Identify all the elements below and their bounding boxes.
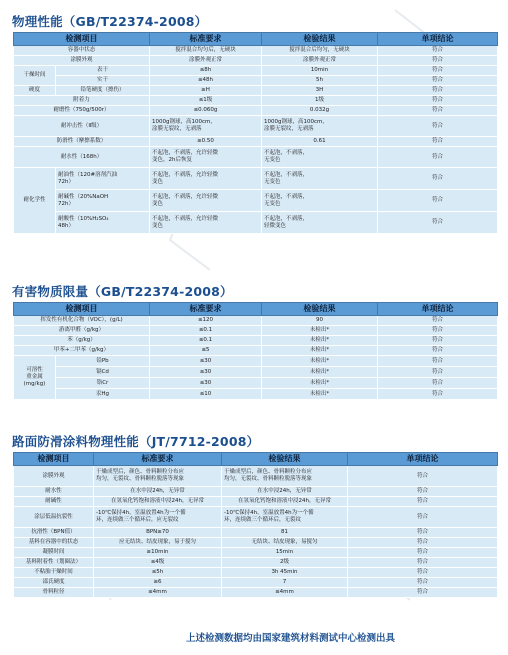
table-row: 不粘胎干燥时间 ≤5h 3h 45min 符合 [14, 568, 498, 578]
table-row: 铬Cr ≤30 未检出* 符合 [14, 378, 498, 389]
table-row: 涂膜外观 干燥成型后，颜色、骨料颗粒分布应 均匀，无裂纹、骨料颗粒脱落等现象 干燥成型后，颜色、骨料颗粒分布应 均匀，无裂纹、骨料颗粒脱落等现象 符合 [14, 466, 498, 487]
header-result: 检验结果 [262, 303, 378, 316]
hazard-table [13, 302, 498, 400]
table-row: 抗滑性（BPN值） BPN≥70 81 符合 [14, 528, 498, 538]
table-row: 涂膜外观 涂膜外观正常 涂膜外观正常 符合 [14, 56, 498, 66]
header-conclusion: 单项结论 [378, 33, 498, 46]
table-row: 干燥时间 表干 ≤8h 10min 符合 [14, 66, 498, 76]
table-row: 涂层低温抗裂性 -10℃保持4h，室温放置4h为一个循 环，连续做三个循环后，应无裂纹 -10℃保持4h，室温放置4h为一个循 环，连续做三个循环后，无裂纹 符合 [14, 507, 498, 528]
table-row: 甲苯+二甲苯（g/kg） ≤5 未检出* 符合 [14, 346, 498, 356]
table-row: 基料在容器中的状态 应无结块、结皮现象，易于搅匀 无结块、结皮现象，易搅匀 符合 [14, 538, 498, 548]
table-row: 耐冲击性（Ⅱ级） 1000g钢球，高100cm， 涂膜无裂纹，无剥落 1000g钢球，高100cm， 涂膜无裂纹，无剥落 符合 [14, 116, 498, 137]
table-row: 容器中状态 搅拌混合均匀后，无硬块 搅拌混合后均匀，无硬块 符合 [14, 46, 498, 56]
table-row: 骨料粒径 ≤4mm ≤4mm 符合 [14, 588, 498, 598]
header-result: 检验结果 [262, 33, 378, 46]
table-row: 苯（g/kg） ≤0.1 未检出* 符合 [14, 336, 498, 346]
header-item: 检测项目 [14, 453, 94, 466]
physical-table [13, 32, 498, 234]
table-row: 耐碱性（20%NaOH 72h） 不起泡，不剥落，允许轻微 变色 不起泡，不剥落， 无变色 符合 [14, 190, 498, 212]
antislip-table [13, 452, 498, 598]
table-row: 耐酸性（10%H₂SO₄ 48h） 不起泡，不剥落，允许轻微 变色 不起泡，不剥落， 轻微变色 符合 [14, 212, 498, 234]
table-row: 耐水性（168h） 不起泡，不剥落，允许轻微 变色，2h后恢复 不起泡，不剥落， 无变色 符合 [14, 147, 498, 168]
table-row: 镉Cd ≤30 未检出* 符合 [14, 367, 498, 378]
table-row: 耐水性 在水中浸24h，无异常 在水中浸24h，无异常 符合 [14, 487, 498, 497]
header-standard: 标准要求 [150, 33, 262, 46]
footer-note: 上述检测数据均由国家建筑材料测试中心检测出具 [186, 633, 396, 644]
header-conclusion: 单项结论 [378, 303, 498, 316]
section-title-physical: 物理性能（GB/T22374-2008） [12, 14, 208, 29]
table-row: 实干 ≤48h 5h 符合 [14, 76, 498, 86]
table-row: 耐化学性 耐油性（120#溶剂汽油 72h） 不起泡，不剥落，允许轻微 变色 不起泡，不剥落， 无变色 符合 [14, 168, 498, 190]
header-item: 检测项目 [14, 33, 150, 46]
table-row: 硬度 铅笔硬度（擦伤） ≥H 3H 符合 [14, 86, 498, 96]
header-item: 检测项目 [14, 303, 150, 316]
table-row: 汞Hg ≤10 未检出* 符合 [14, 389, 498, 400]
header-standard: 标准要求 [94, 453, 222, 466]
table-row: 挥发性有机化合物（VOC），(g/L) ≤120 90 符合 [14, 316, 498, 326]
section-title-hazard: 有害物质限量（GB/T22374-2008） [12, 284, 233, 299]
header-result: 检验结果 [222, 453, 348, 466]
table-row: 凝膜时间 ≥10min 15min 符合 [14, 548, 498, 558]
table-row: 基料附着性（划圈法） ≤4级 2级 符合 [14, 558, 498, 568]
table-row: 防滑性（摩擦系数） ≥0.50 0.61 符合 [14, 137, 498, 147]
header-standard: 标准要求 [150, 303, 262, 316]
section-title-antislip: 路面防滑涂料物理性能（JT/7712-2008） [12, 434, 260, 449]
table-row: 耐碱性 在氢氧化钙饱和溶液中浸24h，无异常 在氢氧化钙饱和溶液中浸24h，无异常 符合 [14, 497, 498, 507]
table-row: 耐磨性（750g/500r） ≤0.060g 0.032g 符合 [14, 106, 498, 116]
header-conclusion: 单项结论 [348, 453, 498, 466]
table-row: 附着力 ≤1级 1级 符合 [14, 96, 498, 106]
table-row: 可溶性 重金属 (mg/kg) 铅Pb ≤30 未检出* 符合 [14, 356, 498, 367]
table-row: 邵氏硬度 ≥6 7 符合 [14, 578, 498, 588]
table-row: 游离甲醛（g/kg） ≤0.1 未检出* 符合 [14, 326, 498, 336]
